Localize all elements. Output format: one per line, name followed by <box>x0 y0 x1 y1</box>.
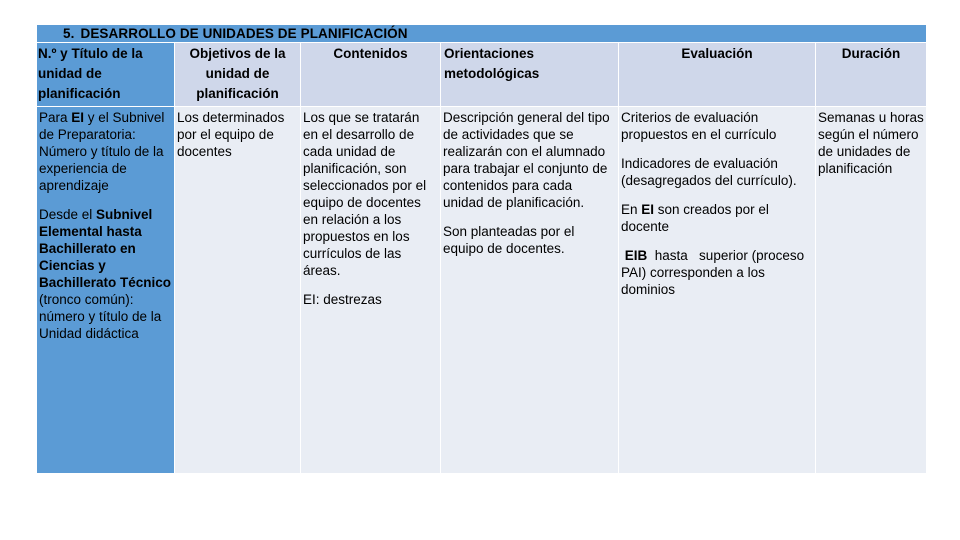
contents-paragraph-2: EI: destrezas <box>303 292 382 307</box>
unit-title-paragraph-1 <box>39 109 172 194</box>
text-span: En <box>621 202 642 217</box>
methodology-paragraph-2: Son planteadas por el equipo de docentes. <box>443 224 575 256</box>
unit-title-paragraph-2 <box>39 206 172 342</box>
cell-unit-title <box>37 107 175 474</box>
evaluation-paragraph-3 <box>621 201 813 235</box>
planning-table <box>36 24 927 474</box>
contents-paragraph-1: Los que se tratarán en el desarrollo de cada unidad de planificación, son seleccionados por el equipo de docentes en relación a los propuestos en los currículos de las áreas. <box>303 110 427 278</box>
text-span: Para <box>39 110 72 125</box>
header-evaluation: Evaluación <box>619 43 816 107</box>
section-title-row <box>37 25 927 43</box>
bold-span: EIB <box>624 248 648 263</box>
bold-span: EI <box>71 110 85 125</box>
header-row <box>37 43 927 107</box>
evaluation-paragraph-4 <box>621 247 813 298</box>
header-contents: Contenidos <box>301 43 441 107</box>
objectives-text: Los determinados por el equipo de docentes <box>177 110 285 159</box>
bold-span: EI <box>641 202 655 217</box>
cell-duration <box>816 107 927 474</box>
text-span: y el Subnivel de Preparatoria: Número y título de la experiencia de aprendizaje <box>39 110 165 193</box>
header-unit-title: N.º y Título de la unidad de planificación <box>37 43 175 107</box>
cell-evaluation <box>619 107 816 474</box>
duration-text: Semanas u horas según el número de unidades de planificación <box>818 110 924 176</box>
text-span: son creados por el docente <box>621 202 769 234</box>
cell-objectives <box>175 107 301 474</box>
section-title <box>37 25 927 43</box>
header-objectives: Objetivos de la unidad de planificación <box>175 43 301 107</box>
evaluation-paragraph-1: Criterios de evaluación propuestos en el currículo <box>621 110 777 142</box>
evaluation-paragraph-2: Indicadores de evaluación (desagregados del currículo). <box>621 156 797 188</box>
methodology-paragraph-1: Descripción general del tipo de actividades que se realizarán con el alumnado para trabajar el conjunto de contenidos para cada unidad de planificación. <box>443 110 610 210</box>
text-span: hasta superior (proceso PAI) corresponden a los dominios <box>621 248 808 297</box>
body-row <box>37 107 927 474</box>
bold-span: Subnivel Elemental hasta Bachillerato en Ciencias y Bachillerato Técnico <box>39 207 172 290</box>
text-span: Desde el <box>39 207 97 222</box>
section-number: 5. <box>63 26 75 41</box>
cell-contents <box>301 107 441 474</box>
cell-methodology <box>441 107 619 474</box>
planning-units-table <box>36 24 926 474</box>
header-duration: Duración <box>816 43 927 107</box>
text-span: (tronco común): número y título de la Unidad didáctica <box>39 292 162 341</box>
header-methodology: Orientaciones metodológicas <box>441 43 619 107</box>
section-title-text: DESARROLLO DE UNIDADES DE PLANIFICACIÓN <box>80 26 408 41</box>
